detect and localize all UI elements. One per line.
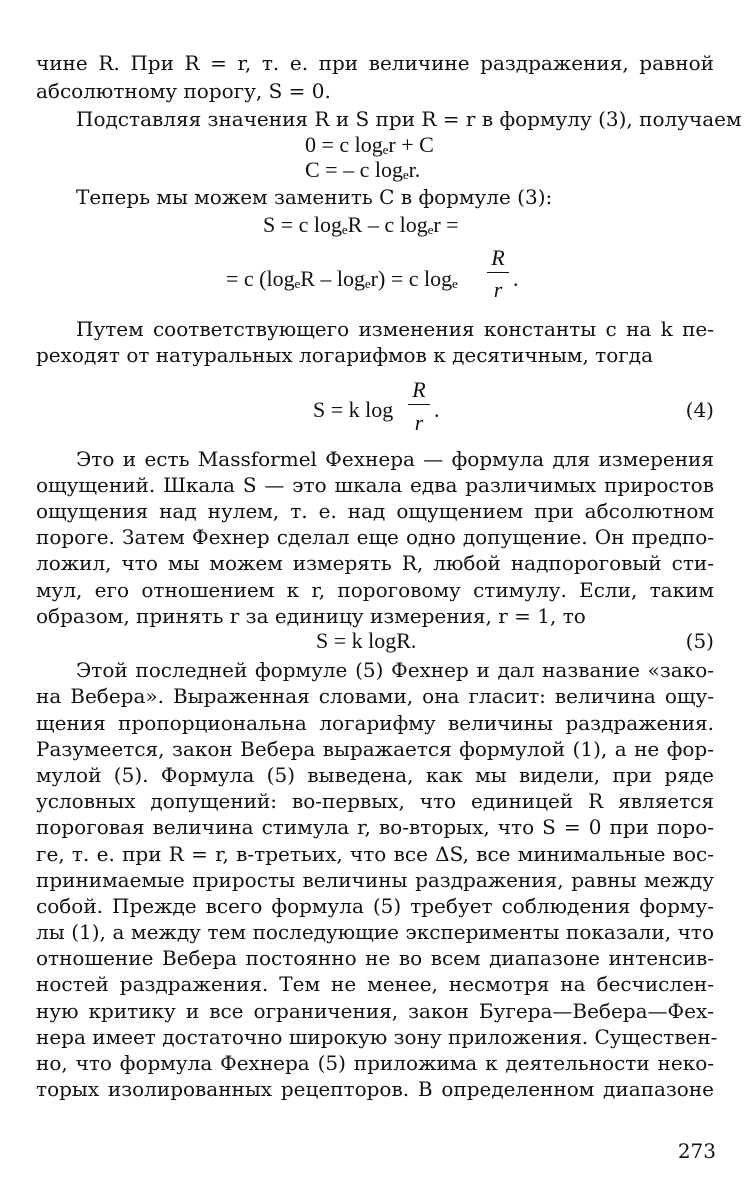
text-line: образом, принять r за единицу измерения, r = 1, то <box>36 604 586 628</box>
equation-line: C = – c logₑr. <box>305 157 421 182</box>
text-line: на Вебера». Выраженная словами, она гласит: величина ощу- <box>36 684 714 708</box>
text-line: Подставляя значения R и S при R = r в формулу (3), получаем <box>76 107 742 131</box>
equation-number: (5) <box>685 629 714 653</box>
text-line: лы (1), а между тем последующие эксперименты показали, что <box>36 920 714 944</box>
equation-number: (4) <box>685 398 714 422</box>
equation-punct: . <box>513 266 519 291</box>
text-line: пороге. Затем Фехнер сделал еще одно допущение. Он предпо- <box>36 525 714 549</box>
text-line: ощущений. Шкала S — это шкала едва различимых приростов <box>36 473 714 497</box>
text-line: Этой последней формуле (5) Фехнер и дал название «зако- <box>76 658 714 682</box>
text-line: собой. Прежде всего формула (5) требует соблюдения форму- <box>36 894 714 918</box>
fraction-numerator: R <box>412 377 426 402</box>
text-line: щения пропорциональна логарифму величины раздражения. <box>36 711 714 735</box>
equation-line: S = c logₑR – c logₑr = <box>263 212 459 237</box>
text-line: торых изолированных рецепторов. В определенном диапазоне <box>36 1077 714 1101</box>
fraction-denominator: r <box>414 410 424 435</box>
text-line: Это и есть Massformel Фехнера — формула для измерения <box>76 447 714 471</box>
fraction-bar <box>408 404 430 405</box>
text-line: ложил, что мы можем измерять R, любой надпороговый сти- <box>36 551 714 575</box>
text-line: мул, его отношением к r, пороговому стимулу. Если, таким <box>36 578 714 602</box>
equation-line: S = k log <box>313 397 394 422</box>
equation-line: 0 = c logₑr + C <box>305 132 434 157</box>
text-line: отношение Вебера постоянно не во всем диапазоне интенсив- <box>36 946 714 970</box>
text-line: Разумеется, закон Вебера выражается формулой (1), а не фор- <box>36 737 714 761</box>
text-line: нера имеет достаточно широкую зону приложения. Существен- <box>36 1025 718 1049</box>
fraction-bar <box>487 272 509 273</box>
fraction-denominator: r <box>493 277 503 302</box>
text-line: условных допущений: во-первых, что единицей R является <box>36 789 714 813</box>
text-line: мулой (5). Формула (5) выведена, как мы видели, при ряде <box>36 763 714 787</box>
text-line: Путем соответствующего изменения константы c на k пе- <box>76 317 714 341</box>
text-line: Теперь мы можем заменить C в формуле (3): <box>76 185 553 209</box>
text-line: но, что формула Фехнера (5) приложима к деятельности неко- <box>36 1051 714 1075</box>
text-line: пороговая величина стимула r, во-вторых, что S = 0 при поро- <box>36 815 714 839</box>
text-line: реходят от натуральных логарифмов к десятичным, тогда <box>36 343 654 367</box>
text-line: ге, т. е. при R = r, в-третьих, что все ΔS, все минимальные вос- <box>36 842 714 866</box>
text-line: ностей раздражения. Тем не менее, несмотря на бесчислен- <box>36 972 714 996</box>
equation-punct: . <box>434 397 440 422</box>
text-line: абсолютному порогу, S = 0. <box>36 79 331 103</box>
page-number: 273 <box>677 1139 716 1163</box>
text-line: ощущения над нулем, т. е. над ощущением при абсолютном <box>36 499 714 523</box>
equation-line: = c (logₑR – logₑr) = c logₑ <box>226 266 458 291</box>
equation-line: S = k logR. <box>316 628 417 653</box>
text-line: чине R. При R = r, т. е. при величине раздражения, равной <box>36 51 714 75</box>
fraction-numerator: R <box>491 245 505 270</box>
text-line: ную критику и все ограничения, закон Бугера—Вебера—Фех- <box>36 999 714 1023</box>
text-line: принимаемые приросты величины раздражения, равны между <box>36 868 714 892</box>
